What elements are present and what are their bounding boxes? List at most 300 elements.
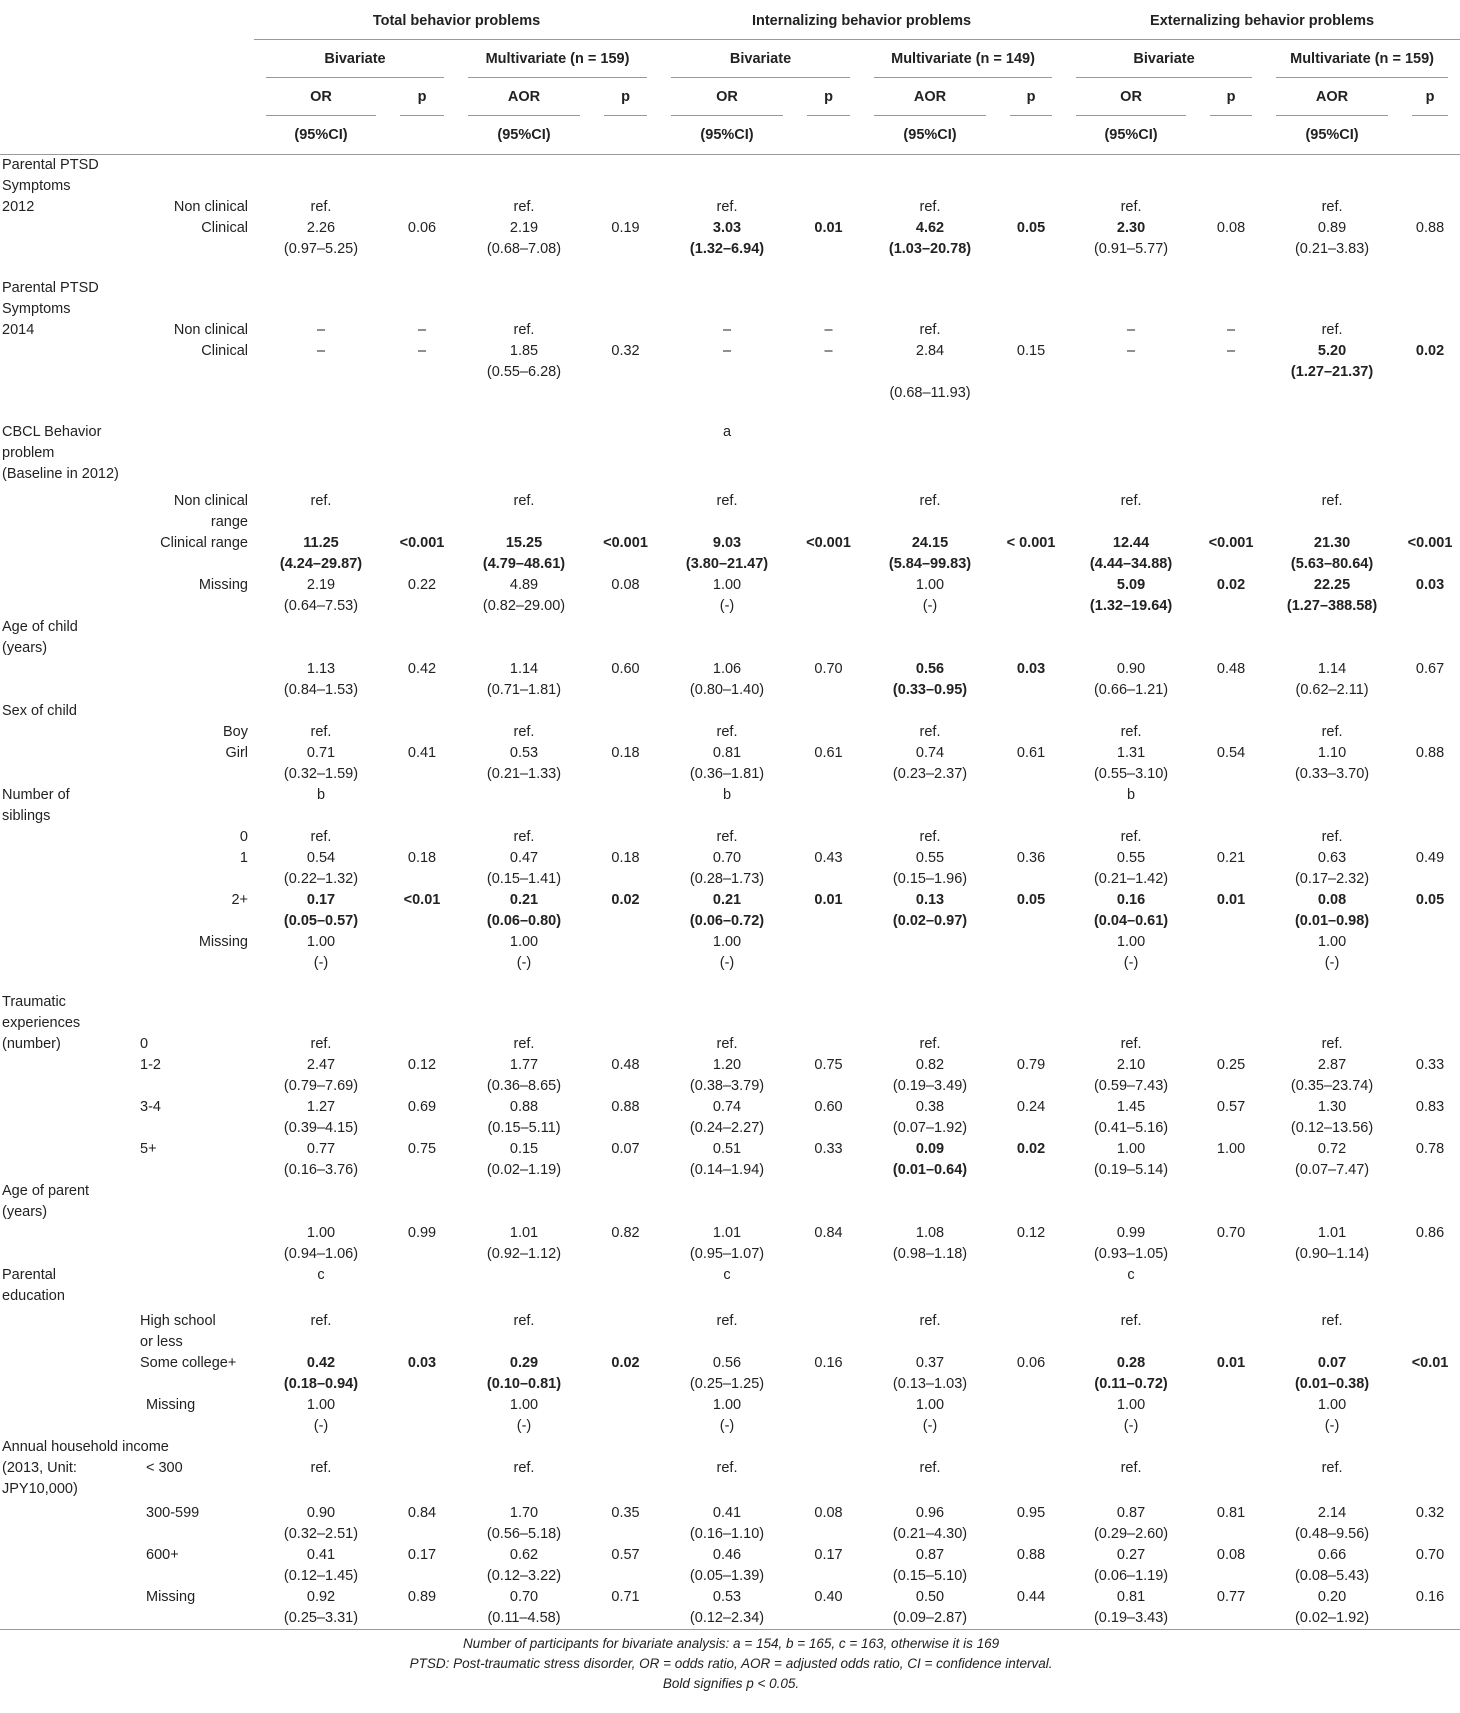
level-label: Some college+	[140, 1355, 237, 1371]
estimate-cell: (1.32–19.64)	[1089, 598, 1173, 614]
estimate-cell	[1064, 992, 1198, 1013]
p-value-cell	[998, 1311, 1064, 1332]
subgroup-header: Bivariate	[254, 40, 456, 78]
p-value-cell: 0.41	[407, 745, 437, 761]
p-value-cell: 0.12	[407, 1057, 437, 1073]
p-value-cell: 0.05	[1415, 892, 1445, 908]
level-label	[132, 1265, 254, 1286]
col-header: OR	[659, 78, 795, 116]
p-value-cell	[592, 1374, 659, 1395]
estimate-cell	[1264, 1332, 1400, 1353]
level-label: Girl	[225, 745, 248, 761]
level-label: Clinical	[201, 343, 248, 359]
p-value-cell: 0.03	[1016, 661, 1046, 677]
variable-label	[0, 1076, 132, 1097]
variable-label	[0, 491, 132, 512]
variable-label: Sex of child	[2, 703, 77, 719]
estimate-cell	[1264, 422, 1400, 443]
p-value-cell	[1198, 1265, 1264, 1286]
p-value-cell: 0.88	[611, 1099, 640, 1115]
p-value-cell	[388, 617, 456, 638]
p-value-cell: 0.89	[407, 1589, 437, 1605]
variable-label: Symptoms	[2, 301, 71, 317]
estimate-cell: (0.10–0.81)	[486, 1376, 562, 1392]
estimate-cell: 12.44	[1112, 535, 1150, 551]
estimate-cell: (0.32–2.51)	[283, 1526, 359, 1542]
p-value-cell: 0.61	[1016, 745, 1046, 761]
p-value-cell	[795, 1524, 862, 1545]
estimate-cell	[456, 992, 592, 1013]
p-value-cell	[388, 638, 456, 659]
estimate-cell	[1064, 617, 1198, 638]
estimate-cell: b	[316, 787, 326, 803]
p-value-cell	[1400, 992, 1460, 1013]
subgroup-header: Multivariate (n = 159)	[456, 40, 659, 78]
estimate-cell	[456, 422, 592, 443]
p-value-cell	[1400, 932, 1460, 953]
p-value-cell: 0.88	[1415, 745, 1445, 761]
table-row	[0, 764, 1460, 785]
estimate-cell	[862, 443, 998, 464]
p-value-cell: <0.01	[1411, 1355, 1449, 1371]
estimate-cell	[1064, 176, 1198, 197]
p-value-cell	[795, 383, 862, 404]
table-row	[0, 422, 1460, 443]
table-row	[0, 575, 1460, 596]
p-value-cell	[592, 1160, 659, 1181]
estimate-cell	[254, 1332, 388, 1353]
estimate-cell: (0.08–5.43)	[1294, 1568, 1370, 1584]
estimate-cell	[254, 383, 388, 404]
table-row	[0, 1524, 1460, 1545]
variable-label: problem	[2, 445, 55, 461]
variable-label	[0, 1374, 132, 1395]
p-value-cell	[388, 1244, 456, 1265]
estimate-cell: 0.56	[915, 661, 945, 677]
table-footnotes	[0, 1630, 1460, 1695]
estimate-cell: (0.07–1.92)	[892, 1120, 968, 1136]
table-row	[0, 299, 1460, 320]
variable-label	[0, 383, 132, 404]
subgroup-header: Bivariate	[1064, 40, 1264, 78]
estimate-cell: (0.21–4.30)	[892, 1526, 968, 1542]
estimate-cell: ref.	[1321, 1460, 1343, 1476]
estimate-cell: 2.19	[509, 220, 539, 236]
p-value-cell	[795, 785, 862, 806]
p-value-cell: 0.01	[814, 220, 843, 236]
variable-label	[0, 680, 132, 701]
estimate-cell	[1064, 1332, 1198, 1353]
estimate-cell: ref.	[513, 1313, 535, 1329]
p-value-cell	[795, 443, 862, 464]
estimate-cell: 0.70	[712, 850, 742, 866]
estimate-cell: (0.28–1.73)	[689, 871, 765, 887]
p-value-cell	[388, 1202, 456, 1223]
estimate-cell	[1264, 806, 1400, 827]
p-value-cell	[1198, 1437, 1264, 1458]
estimate-cell: (-)	[516, 1418, 532, 1434]
variable-label: CBCL Behavior	[2, 424, 102, 440]
variable-label: education	[2, 1288, 65, 1304]
p-value-cell	[1198, 992, 1264, 1013]
estimate-cell	[862, 992, 998, 1013]
p-value-cell	[1400, 383, 1460, 404]
estimate-cell: ref.	[716, 1036, 738, 1052]
estimate-cell: 0.72	[1317, 1141, 1347, 1157]
p-value-cell	[592, 911, 659, 932]
estimate-cell: 0.74	[712, 1099, 742, 1115]
p-value-cell	[1400, 1524, 1460, 1545]
p-value-cell: 0.35	[611, 1505, 640, 1521]
level-label	[132, 764, 254, 785]
table-row	[0, 1244, 1460, 1265]
estimate-cell: (0.15–5.10)	[892, 1568, 968, 1584]
estimate-cell: (-)	[922, 1418, 938, 1434]
estimate-cell	[862, 1181, 998, 1202]
estimate-cell: 0.13	[915, 892, 945, 908]
p-value-cell	[998, 722, 1064, 743]
p-value-cell	[592, 827, 659, 848]
p-value-cell	[1400, 320, 1460, 341]
estimate-cell	[659, 992, 795, 1013]
p-value-cell	[795, 827, 862, 848]
level-label	[132, 176, 254, 197]
level-label	[132, 1118, 254, 1139]
estimate-cell: ref.	[919, 322, 941, 338]
ci-header: (95%CI)	[254, 116, 388, 155]
p-value-cell	[1198, 443, 1264, 464]
p-value-cell	[1400, 239, 1460, 260]
p-value-cell	[795, 596, 862, 617]
variable-label: Parental PTSD	[2, 157, 99, 173]
estimate-cell: 1.31	[1116, 745, 1146, 761]
estimate-cell: ref.	[513, 322, 535, 338]
estimate-cell	[659, 701, 795, 722]
estimate-cell: (0.15–1.96)	[892, 871, 968, 887]
p-value-cell	[795, 1286, 862, 1307]
p-value-cell	[998, 443, 1064, 464]
estimate-cell	[1264, 464, 1400, 485]
estimate-cell	[254, 176, 388, 197]
estimate-cell	[1064, 299, 1198, 320]
variable-label: 2014	[2, 322, 35, 338]
variable-label	[0, 554, 132, 575]
p-value-cell	[592, 320, 659, 341]
estimate-cell: 2.84	[915, 343, 945, 359]
p-value-cell	[592, 1437, 659, 1458]
table-row	[0, 383, 1460, 404]
level-label: 600+	[146, 1547, 179, 1563]
estimate-cell	[1264, 1479, 1400, 1500]
estimate-cell: (1.27–21.37)	[1290, 364, 1374, 380]
p-value-cell	[388, 1181, 456, 1202]
p-value-cell	[388, 1416, 456, 1437]
estimate-cell: ref.	[1321, 322, 1343, 338]
p-value-cell	[388, 278, 456, 299]
level-label: Missing	[198, 934, 248, 950]
estimate-cell	[456, 785, 592, 806]
p-value-cell	[1198, 1332, 1264, 1353]
estimate-cell: 0.29	[509, 1355, 539, 1371]
estimate-cell: 1.00	[509, 1397, 539, 1413]
estimate-cell: 0.07	[1317, 1355, 1347, 1371]
p-value-cell	[1400, 176, 1460, 197]
estimate-cell	[862, 1286, 998, 1307]
estimate-cell	[254, 617, 388, 638]
estimate-cell: (0.04–0.61)	[1093, 913, 1169, 929]
p-value-cell	[592, 701, 659, 722]
p-value-cell: –	[824, 322, 833, 338]
p-value-cell	[1198, 785, 1264, 806]
p-value-cell	[1198, 1013, 1264, 1034]
p-value-cell	[998, 1244, 1064, 1265]
p-value-cell	[388, 992, 456, 1013]
p-value-cell	[592, 1311, 659, 1332]
estimate-cell	[862, 422, 998, 443]
level-label	[132, 869, 254, 890]
p-value-cell	[1198, 617, 1264, 638]
p-value-cell	[388, 1286, 456, 1307]
estimate-cell: 2.47	[306, 1057, 336, 1073]
estimate-cell: 0.88	[509, 1099, 539, 1115]
estimate-cell	[862, 1479, 998, 1500]
estimate-cell: (0.80–1.40)	[689, 682, 765, 698]
estimate-cell: (0.25–1.25)	[689, 1376, 765, 1392]
variable-label: Traumatic	[2, 994, 66, 1010]
p-value-cell	[592, 638, 659, 659]
table-row	[0, 155, 1460, 177]
p-value-cell	[1400, 1265, 1460, 1286]
p-value-cell	[592, 464, 659, 485]
p-value-cell: 0.08	[1216, 220, 1246, 236]
estimate-cell	[1264, 155, 1400, 177]
variable-label	[0, 911, 132, 932]
p-value-cell: 0.75	[814, 1057, 843, 1073]
variable-label: (number)	[2, 1036, 61, 1052]
table-row	[0, 848, 1460, 869]
p-value-cell	[795, 1076, 862, 1097]
estimate-cell: –	[722, 322, 732, 338]
estimate-cell	[1264, 443, 1400, 464]
p-value-cell	[1198, 638, 1264, 659]
p-value-cell: 0.18	[611, 745, 640, 761]
p-value-cell: 0.01	[814, 892, 843, 908]
p-value-cell	[998, 1395, 1064, 1416]
p-value-cell	[998, 806, 1064, 827]
estimate-cell	[1064, 155, 1198, 177]
estimate-cell	[1064, 464, 1198, 485]
p-value-cell: 0.02	[1216, 577, 1246, 593]
level-label	[132, 617, 254, 638]
p-value-cell	[998, 278, 1064, 299]
table-row	[0, 1055, 1460, 1076]
estimate-cell	[1064, 1479, 1198, 1500]
p-value-cell	[795, 1311, 862, 1332]
estimate-cell: (4.24–29.87)	[279, 556, 363, 572]
estimate-cell: 0.17	[306, 892, 336, 908]
p-value-cell	[1198, 680, 1264, 701]
p-value-cell	[592, 491, 659, 512]
p-value-cell	[998, 680, 1064, 701]
estimate-cell: (0.39–4.15)	[283, 1120, 359, 1136]
p-value-cell	[795, 1244, 862, 1265]
table-row	[0, 1013, 1460, 1034]
col-header: p	[388, 78, 456, 116]
table-row	[0, 443, 1460, 464]
p-value-cell	[998, 911, 1064, 932]
p-value-cell	[998, 1160, 1064, 1181]
level-label	[132, 1524, 254, 1545]
table-row	[0, 1118, 1460, 1139]
estimate-cell: (0.12–2.34)	[689, 1610, 765, 1626]
estimate-cell	[254, 806, 388, 827]
estimate-cell: 0.54	[306, 850, 336, 866]
estimate-cell: 1.14	[509, 661, 539, 677]
estimate-cell	[456, 806, 592, 827]
p-value-cell: <0.001	[399, 535, 445, 551]
p-value-cell: 0.22	[407, 577, 437, 593]
p-value-cell	[1400, 638, 1460, 659]
table-body	[0, 155, 1460, 1630]
spacer-cell	[0, 974, 1460, 992]
level-label	[132, 299, 254, 320]
estimate-cell	[1264, 176, 1400, 197]
variable-label	[0, 1311, 132, 1332]
p-value-cell	[795, 1437, 862, 1458]
level-label: 300-599	[146, 1505, 200, 1521]
table-row	[0, 659, 1460, 680]
p-value-cell	[1198, 806, 1264, 827]
p-value-cell	[1198, 953, 1264, 974]
p-value-cell: <0.001	[603, 535, 648, 551]
p-value-cell	[1400, 1076, 1460, 1097]
p-value-cell: 0.16	[1415, 1589, 1445, 1605]
p-value-cell	[388, 176, 456, 197]
estimate-cell	[1064, 443, 1198, 464]
p-value-cell: 0.77	[1216, 1589, 1246, 1605]
p-value-cell	[1198, 1076, 1264, 1097]
estimate-cell: ref.	[1321, 493, 1343, 509]
estimate-cell: 1.00	[712, 934, 742, 950]
p-value-cell: 0.44	[1016, 1589, 1046, 1605]
estimate-cell	[659, 362, 795, 383]
p-value-cell	[795, 176, 862, 197]
estimate-cell: (0.05–0.57)	[283, 913, 359, 929]
p-value-cell	[1198, 197, 1264, 218]
variable-label: (years)	[2, 640, 48, 656]
estimate-cell: (0.14–1.94)	[689, 1162, 765, 1178]
p-value-cell	[388, 1118, 456, 1139]
estimate-cell: (4.79–48.61)	[482, 556, 566, 572]
estimate-cell: ref.	[513, 199, 535, 215]
estimate-cell: (0.97–5.25)	[283, 241, 359, 257]
estimate-cell: ref.	[1321, 724, 1343, 740]
estimate-cell: (0.17–2.32)	[1294, 871, 1370, 887]
p-value-cell	[388, 827, 456, 848]
estimate-cell: (5.84–99.83)	[888, 556, 972, 572]
estimate-cell: (0.12–1.45)	[283, 1568, 359, 1584]
estimate-cell: ref.	[919, 1036, 941, 1052]
p-value-cell	[592, 869, 659, 890]
table-row	[0, 638, 1460, 659]
estimate-cell	[456, 1202, 592, 1223]
p-value-cell	[1198, 1202, 1264, 1223]
p-value-cell	[592, 176, 659, 197]
p-value-cell	[592, 512, 659, 533]
p-value-cell: 0.02	[1016, 1141, 1046, 1157]
table-row	[0, 1181, 1460, 1202]
estimate-cell	[254, 1286, 388, 1307]
p-value-cell	[998, 869, 1064, 890]
estimate-cell: (0.11–0.72)	[1094, 1376, 1168, 1392]
variable-label: Number of	[2, 787, 70, 803]
p-value-cell	[592, 443, 659, 464]
estimate-cell: 1.00	[712, 1397, 742, 1413]
estimate-cell: 9.03	[712, 535, 742, 551]
estimate-cell	[1064, 1286, 1198, 1307]
p-value-cell	[388, 1034, 456, 1055]
estimate-cell: 0.71	[306, 745, 336, 761]
estimate-cell: ref.	[1120, 1460, 1142, 1476]
estimate-cell	[659, 1332, 795, 1353]
variable-label: Annual household income	[2, 1439, 169, 1455]
p-value-cell	[388, 1458, 456, 1479]
p-value-cell	[1198, 1286, 1264, 1307]
estimate-cell	[456, 155, 592, 177]
p-value-cell	[795, 911, 862, 932]
p-value-cell	[998, 239, 1064, 260]
estimate-cell: 1.01	[509, 1225, 539, 1241]
estimate-cell	[862, 176, 998, 197]
variable-label	[0, 1223, 132, 1244]
p-value-cell	[1198, 1395, 1264, 1416]
estimate-cell	[456, 701, 592, 722]
estimate-cell: ref.	[716, 724, 738, 740]
table-header	[0, 0, 1460, 155]
table-row	[0, 1265, 1460, 1286]
p-value-cell	[1198, 1479, 1264, 1500]
level-label	[132, 1181, 254, 1202]
estimate-cell: (-)	[313, 1418, 329, 1434]
table-row	[0, 176, 1460, 197]
table-row	[0, 1332, 1460, 1353]
estimate-cell: (-)	[1324, 955, 1340, 971]
p-value-cell	[388, 1608, 456, 1630]
estimate-cell: a	[722, 424, 732, 440]
p-value-cell	[388, 1437, 456, 1458]
estimate-cell: ref.	[716, 1313, 738, 1329]
p-value-cell	[388, 383, 456, 404]
p-value-cell	[998, 422, 1064, 443]
p-value-cell: 0.84	[407, 1505, 437, 1521]
variable-label	[0, 596, 132, 617]
level-label: 5+	[140, 1141, 157, 1157]
estimate-cell: (0.36–8.65)	[486, 1078, 562, 1094]
p-value-cell	[388, 443, 456, 464]
table-row	[0, 785, 1460, 806]
variable-label: (years)	[2, 1204, 48, 1220]
estimate-cell	[659, 638, 795, 659]
p-value-cell: 0.21	[1216, 850, 1246, 866]
estimate-cell: ref.	[513, 724, 535, 740]
estimate-cell	[862, 362, 998, 383]
p-value-cell	[795, 1034, 862, 1055]
p-value-cell	[998, 1076, 1064, 1097]
p-value-cell	[795, 1160, 862, 1181]
estimate-cell: (0.18–0.94)	[283, 1376, 359, 1392]
p-value-cell	[1400, 1034, 1460, 1055]
p-value-cell	[592, 1608, 659, 1630]
